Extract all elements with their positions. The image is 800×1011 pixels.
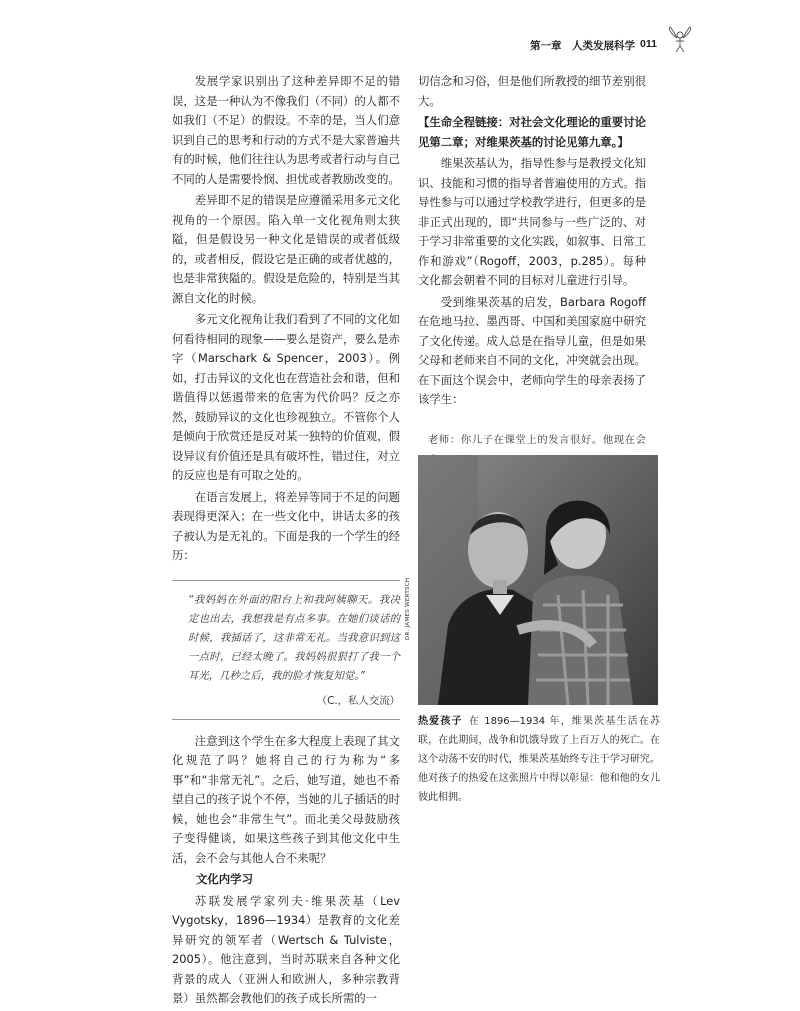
page-number: 011	[640, 38, 657, 50]
paragraph: 切信念和习俗，但是他们所教授的细节差别很大。	[418, 74, 646, 108]
vygotsky-photo	[418, 455, 658, 705]
caption-title: 热爱孩子	[418, 716, 463, 727]
paragraph: 多元文化视角让我们看到了不同的文化如何看待相同的现象——要么是资产，要么是赤字（Marschark & Spencer，2003）。例如，打击异议的文化也在营造社会和谐，但和谐值得以惩遏带来的危害为代价吗？反之亦然，鼓励异议的文化也珍视独立。不管你个人是倾向于欣赏还是反对某一独特的价值观，假设异议有价值还是具有破坏性，错过住，对立的反应也是有可取之处的。	[172, 312, 400, 482]
section-heading: 文化内学习	[196, 872, 253, 886]
paragraph: 注意到这个学生在多大程度上表现了其文化规范了吗？她将自己的行为称为“多事”和“非常无礼”。之后，她写道，她也不希望自己的孩子说个不停，当她的儿子插话的时候，她也会“非常生气”。而北美父母鼓励孩子变得健谈，如果这些孩子到其他文化中生活，会不会与其他人合不来呢？	[172, 733, 400, 865]
quote-source: （C.，私人交流）	[316, 694, 400, 707]
photo-illustration	[418, 455, 658, 705]
paragraph: 发展学家识别出了这种差异即不足的错误，这是一种认为不像我们（不同）的人都不如我们（不足）的假设。不幸的是，当人们意识到自己的思考和行动的方式不是大家普遍共有的时候，他们往往认为思考或者行动与自己不同的人是需要怜悯、担忧或者教励改变的。	[172, 74, 400, 186]
paragraph: 差异即不足的错误是应遵循采用多元文化视角的一个原因。陷入单一文化视角则太狭隘，但是假设另一种文化是错误的或者低级的，或者相反，假设它是正确的或者优越的，也是非常狭隘的。假设是危险的，特别是当其源自文化的时候。	[172, 193, 400, 305]
paragraph: 在语言发展上，将差异等同于不足的问题表现得更深入；在一些文化中，讲话太多的孩子被认为是无礼的。下面是我的一个学生的经历：	[172, 489, 400, 562]
photo-caption	[418, 712, 660, 807]
paragraph: 苏联发展学家列夫·维果茨基（Lev Vygotsky，1896—1934）是教育的文化差异研究的领军者（Wertsch & Tulviste，2005）。他注意到，当时苏联来自各种文化背景的成人（亚洲人和欧洲人，多种宗教背景）虽然都会教他们的孩子成长所需的一	[172, 893, 400, 1005]
student-quote	[172, 580, 400, 720]
paragraph: 维果茨基认为，指导性参与是教授文化知识、技能和习惯的指导者普遍使用的方式。指导性参与可以通过学校教学进行，但更多的是非正式出现的，即“共同参与一些广泛的、对于学习非常重要的文化实践，如叙事、日常工作和游戏”（Rogoff，2003，p.285）。每种文化都会朝着不同的目标对儿童进行引导。	[418, 156, 646, 287]
quote-text: “我妈妈在外面的阳台上和我阿姨聊天。我决定也出去，我想我是有点多事。在她们谈话的时候，我插话了，这非常无礼。当我意识到这一点时，已经太晚了。我妈妈很狠打了我一个耳光，几秒之后，我的脸才恢复知觉。”	[188, 593, 400, 682]
left-column	[172, 72, 400, 1011]
caption-text: 在 1896—1934 年，维果茨基生活在苏联，在此期间，战争和饥饿导致了上百万人的死亡。在这个动荡不安的时代，维果茨基始终专注于学习研究。他对孩子的热爱在这张照片中得以彰显：他和他的女儿彼此相拥。	[418, 716, 660, 803]
angel-ornament-icon	[665, 26, 695, 54]
chapter-title: 第一章 人类发展科学	[530, 40, 635, 52]
paragraph: 受到维果茨基的启发，Barbara Rogoff 在危地马拉、墨西哥、中国和美国家庭中研究了文化传递。成人总是在指导儿童，但是如果父母和老师来自不同的文化，冲突就会出现。在下面这个误会中，老师向学生的母亲表扬了该学生：	[418, 294, 646, 406]
lifespan-link: 【生命全程链接：对社会文化理论的重要讨论见第二章；对维果茨基的讨论见第九章。】	[418, 115, 646, 149]
photo-credit: DR. JAMES WERTSCH	[405, 577, 411, 640]
running-header	[530, 34, 685, 54]
dialogue-teacher-line: 老师：你儿子在课堂上的发言很好。他现在会	[428, 433, 646, 446]
